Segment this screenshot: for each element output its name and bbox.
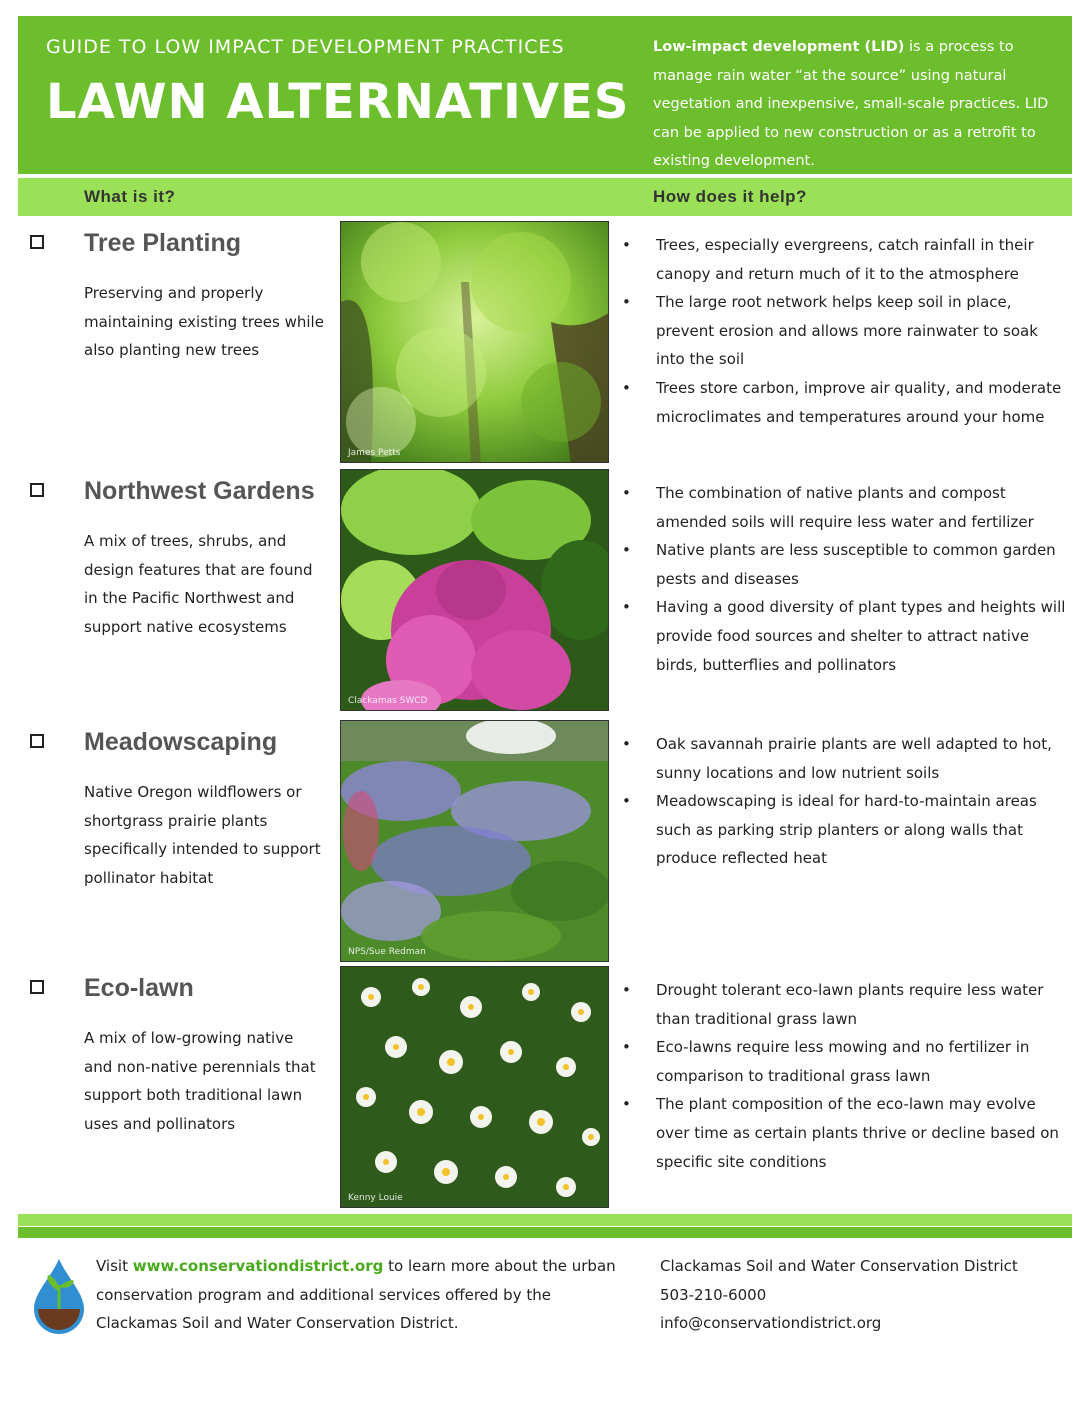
checkbox-eco-lawn[interactable] (30, 980, 44, 994)
photo-credit: NPS/Sue Redman (348, 947, 426, 957)
benefit-list (620, 479, 1070, 679)
section-description: Preserving and properly maintaining existing trees while also planting new trees (84, 284, 324, 360)
checkbox-meadowscaping[interactable] (30, 734, 44, 748)
header-banner (18, 16, 1072, 174)
benefit-item: • Trees store carbon, improve air quality, and moderate microclimates and temperatures around your home (620, 374, 1070, 431)
benefit-item: • The combination of native plants and compost amended soils will require less water and fertilizer (620, 479, 1070, 536)
section-description: A mix of trees, shrubs, and design features that are found in the Pacific Northwest and support native ecosystems (84, 532, 313, 636)
benefit-list (620, 730, 1070, 873)
benefit-item: • Drought tolerant eco-lawn plants require less water than traditional grass lawn (620, 976, 1070, 1033)
section-northwest-gardens (0, 469, 1088, 713)
lid-intro-bold: Low-impact development (LID) (653, 39, 905, 55)
benefit-item: • The large root network helps keep soil in place, prevent erosion and allows more rainwater to soak into the soil (620, 288, 1070, 374)
column-header-bar (18, 178, 1072, 216)
contact-info (660, 1252, 1018, 1338)
visit-suffix: to learn more about the urban conservation program and additional services offered by the Clackamas Soil and Water Conservation District. (96, 1257, 616, 1333)
benefit-list (620, 231, 1070, 431)
district-logo-icon (30, 1257, 88, 1335)
benefit-item: • Having a good diversity of plant types and heights will provide food sources and shelter to attract native birds, butterflies and pollinators (620, 593, 1070, 679)
benefit-item: • Trees, especially evergreens, catch rainfall in their canopy and return much of it to the atmosphere (620, 231, 1070, 288)
section-title: Northwest Gardens (84, 477, 315, 505)
guide-subtitle: GUIDE TO LOW IMPACT DEVELOPMENT PRACTICES (46, 36, 565, 58)
phone-number: 503-210-6000 (660, 1285, 767, 1304)
column-header-left: What is it? (84, 187, 176, 206)
footer-visit-text (96, 1252, 616, 1338)
column-header-right: How does it help? (653, 187, 807, 206)
section-eco-lawn (0, 966, 1088, 1210)
checkbox-northwest-gardens[interactable] (30, 483, 44, 497)
lid-intro-text: is a process to manage rain water “at the source” using natural vegetation and inexpensive, small-scale practices. LID can be applied to new construction or as a retrofit to existing development. (653, 39, 1049, 169)
organization-name: Clackamas Soil and Water Conservation District (660, 1257, 1018, 1275)
benefit-list (620, 976, 1070, 1176)
footer-divider (18, 1214, 1072, 1238)
benefit-item: • Oak savannah prairie plants are well adapted to hot, sunny locations and low nutrient soils (620, 730, 1070, 787)
photo-credit: Clackamas SWCD (348, 696, 428, 706)
checkbox-tree-planting[interactable] (30, 235, 44, 249)
website-link[interactable]: www.conservationdistrict.org (132, 1257, 384, 1275)
benefit-item: • The plant composition of the eco-lawn may evolve over time as certain plants thrive or decline based on specific site conditions (620, 1090, 1070, 1176)
page-title: LAWN ALTERNATIVES (46, 74, 630, 130)
section-title: Meadowscaping (84, 728, 278, 756)
email-address: info@conservationdistrict.org (660, 1314, 882, 1333)
benefit-item: • Eco-lawns require less mowing and no fertilizer in comparison to traditional grass lawn (620, 1033, 1070, 1090)
wildflower-meadow-photo (340, 720, 609, 962)
section-description: A mix of low-growing native and non-native perennials that support both traditional lawn uses and pollinators (84, 1029, 316, 1133)
section-meadowscaping (0, 720, 1088, 964)
lid-intro (653, 33, 1063, 176)
section-title: Tree Planting (84, 229, 241, 257)
benefit-item: • Meadowscaping is ideal for hard-to-maintain areas such as parking strip planters or along walls that produce reflected heat (620, 787, 1070, 873)
photo-credit: James Petts (348, 448, 401, 458)
tree-canopy-photo (340, 221, 609, 463)
daisy-lawn-photo (340, 966, 609, 1208)
photo-credit: Kenny Louie (348, 1193, 403, 1203)
benefit-item: • Native plants are less susceptible to common garden pests and diseases (620, 536, 1070, 593)
flowering-currant-photo (340, 469, 609, 711)
visit-prefix: Visit (96, 1257, 133, 1275)
section-description: Native Oregon wildflowers or shortgrass prairie plants specifically intended to support pollinator habitat (84, 783, 321, 887)
section-tree-planting (0, 221, 1088, 465)
section-title: Eco-lawn (84, 974, 194, 1002)
